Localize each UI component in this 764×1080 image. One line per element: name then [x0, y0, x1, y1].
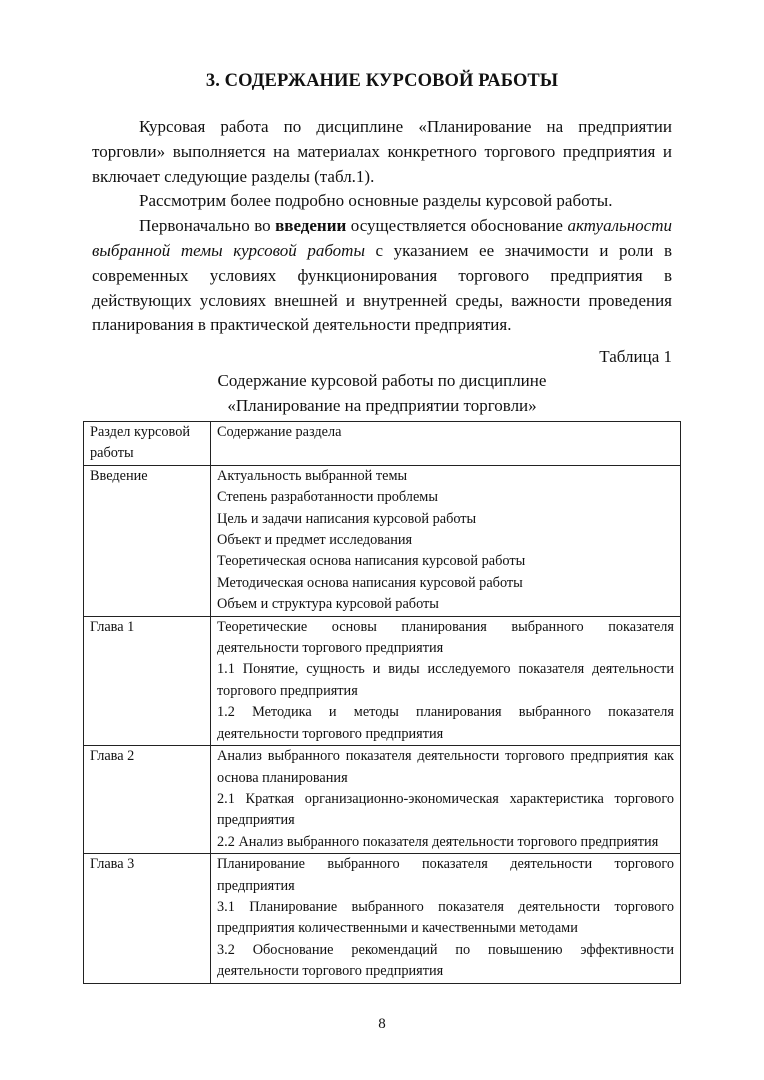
table-label: Таблица 1	[599, 347, 672, 366]
table-header-row	[84, 422, 681, 466]
content-item: 3.2 Обоснование рекомендаций по повышению эффективности деятельности торгового предприятия	[217, 941, 674, 980]
paragraph-3-bold: введении	[275, 216, 347, 236]
row-section: Глава 1	[84, 616, 211, 745]
content-item: 2.2 Анализ выбранного показателя деятельности торгового предприятия	[217, 833, 659, 850]
course-content-table	[83, 421, 681, 984]
content-item: Планирование выбранного показателя деятельности торгового предприятия	[217, 856, 674, 894]
content-item: Объем и структура курсовой работы	[217, 596, 439, 613]
content-item: Степень разработанности проблемы	[217, 489, 438, 506]
paragraph-1: Курсовая работа по дисциплине «Планирование на предприятии торговли» выполняется на материалах конкретного торгового предприятия и включает следующие разделы (табл.1).	[92, 117, 672, 186]
content-item: Цель и задачи написания курсовой работы	[217, 510, 477, 527]
content-item: Методическая основа написания курсовой работы	[217, 574, 523, 591]
paragraph-3	[92, 214, 672, 338]
row-section: Глава 2	[84, 746, 211, 854]
paragraph-2: Рассмотрим более подробно основные разделы курсовой работы.	[139, 191, 613, 211]
content-item: Теоретическая основа написания курсовой работы	[217, 553, 526, 570]
section-heading: 3. СОДЕРЖАНИЕ КУРСОВОЙ РАБОТЫ	[205, 71, 559, 91]
row-content	[211, 465, 681, 616]
paragraph-3-part3: с указанием ее значимости и роли в современных условиях функционирования торгового предприятия в действующих условиях внешней и внутренней среды, важности проведения планирования в практической деятельности предприятия.	[92, 240, 672, 335]
content-item: 1.1 Понятие, сущность и виды исследуемого показателя деятельности торгового предприятия	[217, 661, 674, 699]
content-item: 2.1 Краткая организационно-экономическая характеристика торгового предприятия	[217, 790, 674, 829]
content-item: Объект и предмет исследования	[217, 532, 413, 549]
content-item: Анализ выбранного показателя деятельности торгового предприятия как основа планирования	[217, 748, 674, 786]
paragraph-3-italic: актуальности выбранной темы курсовой работы	[92, 216, 672, 260]
row-section: Глава 3	[84, 854, 211, 983]
table-caption-line2: «Планирование на предприятии торговли»	[227, 396, 537, 415]
content-item: Актуальность выбранной темы	[217, 467, 408, 484]
row-content	[211, 616, 681, 745]
row-content	[211, 854, 681, 983]
paragraph-3-part2: осуществляется обоснование	[346, 216, 568, 236]
header-content: Содержание раздела	[211, 422, 681, 466]
intro-text	[92, 115, 672, 338]
paragraph-3-part1: Первоначально во	[139, 216, 276, 236]
table-row	[84, 746, 681, 854]
table-row	[84, 616, 681, 745]
content-item: 3.1 Планирование выбранного показателя деятельности торгового предприятия количественными и качественными методами	[217, 898, 674, 937]
table-caption-line1: Содержание курсовой работы по дисциплине	[217, 371, 547, 390]
header-section: Раздел курсовой работы	[84, 422, 211, 466]
page-number: 8	[378, 1016, 386, 1032]
content-item: 1.2 Методика и методы планирования выбранного показателя деятельности торгового предприятия	[217, 704, 674, 742]
table-row	[84, 854, 681, 983]
row-section: Введение	[84, 465, 211, 616]
table-row	[84, 465, 681, 616]
content-item: Теоретические основы планирования выбранного показателя деятельности торгового предприятия	[217, 618, 674, 657]
row-content	[211, 746, 681, 854]
